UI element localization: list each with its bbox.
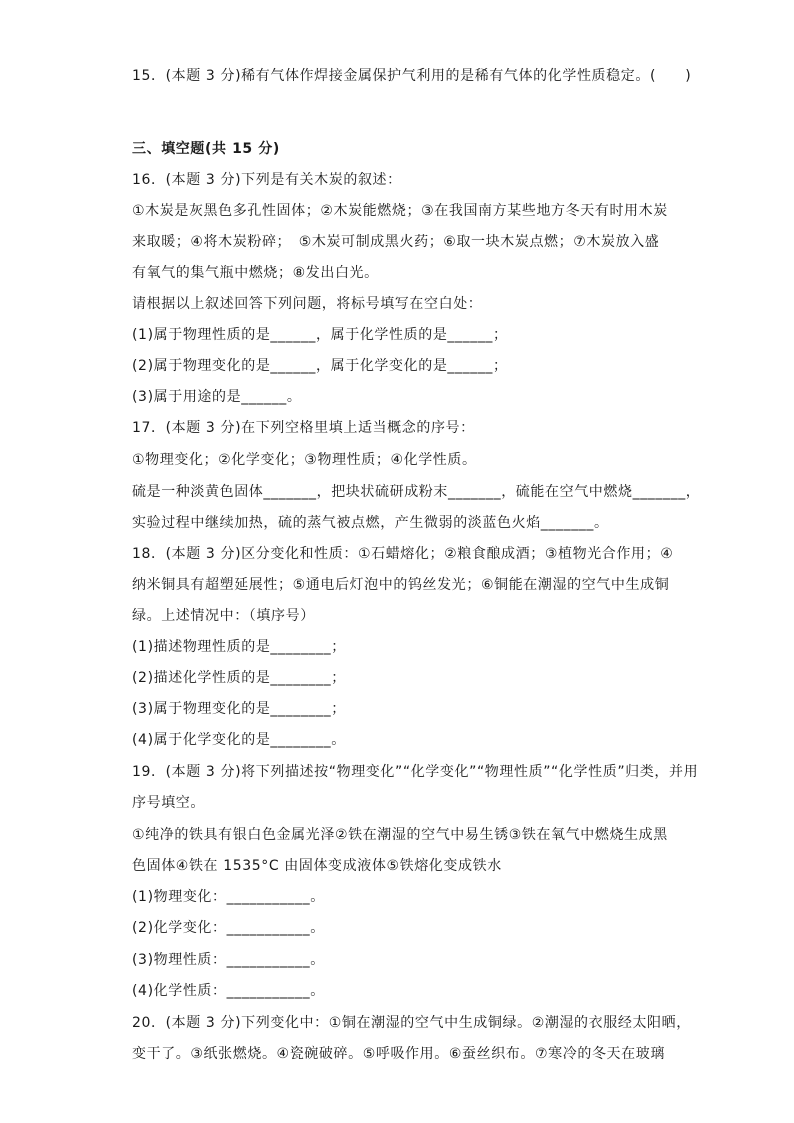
- question-17-text-line: 硫是一种淡黄色固体_______，把块状硫研成粉末_______，硫能在空气中燃烧_______，: [132, 484, 701, 500]
- question-17-options: ①物理变化；②化学变化；③物理性质；④化学性质。: [132, 452, 477, 468]
- question-18-part-2: (2)描述化学性质的是________；: [132, 670, 346, 686]
- question-16-part-3: (3)属于用途的是______。: [132, 389, 302, 405]
- question-18-text-line: 绿。上述情况中：（填序号）: [132, 608, 315, 624]
- question-19-part-4: (4)化学性质：___________。: [132, 983, 325, 999]
- question-18-text-line: 18．(本题 3 分)区分变化和性质：①石蜡熔化；②粮食酿成酒；③植物光合作用；④: [132, 546, 674, 562]
- question-17-text-line: 实验过程中继续加热，硫的蒸气被点燃，产生微弱的淡蓝色火焰_______。: [132, 515, 609, 531]
- question-16-part-2: (2)属于物理变化的是______，属于化学变化的是______；: [132, 358, 508, 374]
- question-20-text-line: 变干了。③纸张燃烧。④瓷碗破碎。⑤呼吸作用。⑥蚕丝织布。⑦寒冷的冬天在玻璃: [132, 1046, 665, 1062]
- question-16-text-line: 来取暖；④将木炭粉碎； ⑤木炭可制成黑火药；⑥取一块木炭点燃；⑦木炭放入盛: [132, 234, 660, 250]
- question-16-text-line: ①木炭是灰黑色多孔性固体；②木炭能燃烧；③在我国南方某些地方冬天有时用木炭: [132, 203, 668, 219]
- question-18-part-4: (4)属于化学变化的是________。: [132, 732, 346, 748]
- question-19-text-line: 色固体④铁在 1535°C 由固体变成液体⑤铁熔化变成铁水: [132, 858, 502, 874]
- question-16-part-1: (1)属于物理性质的是______，属于化学性质的是______；: [132, 327, 508, 343]
- section-title-fill-in: 三、填空题(共 15 分): [132, 141, 280, 157]
- question-19-part-2: (2)化学变化：___________。: [132, 920, 325, 936]
- question-17-stem: 17．(本题 3 分)在下列空格里填上适当概念的序号：: [132, 420, 475, 436]
- question-18-part-1: (1)描述物理性质的是________；: [132, 639, 346, 655]
- question-20-text-line: 20．(本题 3 分)下列变化中：①铜在潮湿的空气中生成铜绿。②潮湿的衣服经太阳晒，: [132, 1015, 691, 1031]
- question-18-part-3: (3)属于物理变化的是________；: [132, 701, 346, 717]
- question-19-text-line: 19．(本题 3 分)将下列描述按“物理变化”“化学变化”“物理性质”“化学性质”归类，并用: [132, 764, 699, 780]
- question-18-text-line: 纳米铜具有超塑延展性；⑤通电后灯泡中的钨丝发光；⑥铜能在潮湿的空气中生成铜: [132, 577, 670, 593]
- question-16-instruction: 请根据以上叙述回答下列问题，将标号填写在空白处：: [132, 296, 483, 312]
- question-19-text-line: 序号填空。: [132, 795, 205, 811]
- question-19-part-3: (3)物理性质：___________。: [132, 952, 325, 968]
- question-16-stem: 16．(本题 3 分)下列是有关木炭的叙述：: [132, 172, 402, 188]
- question-19-text-line: ①纯净的铁具有银白色金属光泽②铁在潮湿的空气中易生锈③铁在氧气中燃烧生成黑: [132, 827, 668, 843]
- question-16-text-line: 有氧气的集气瓶中燃烧；⑧发出白光。: [132, 265, 379, 281]
- question-15: 15．(本题 3 分)稀有气体作焊接金属保护气利用的是稀有气体的化学性质稳定。( ): [132, 68, 692, 84]
- question-19-part-1: (1)物理变化：___________。: [132, 889, 325, 905]
